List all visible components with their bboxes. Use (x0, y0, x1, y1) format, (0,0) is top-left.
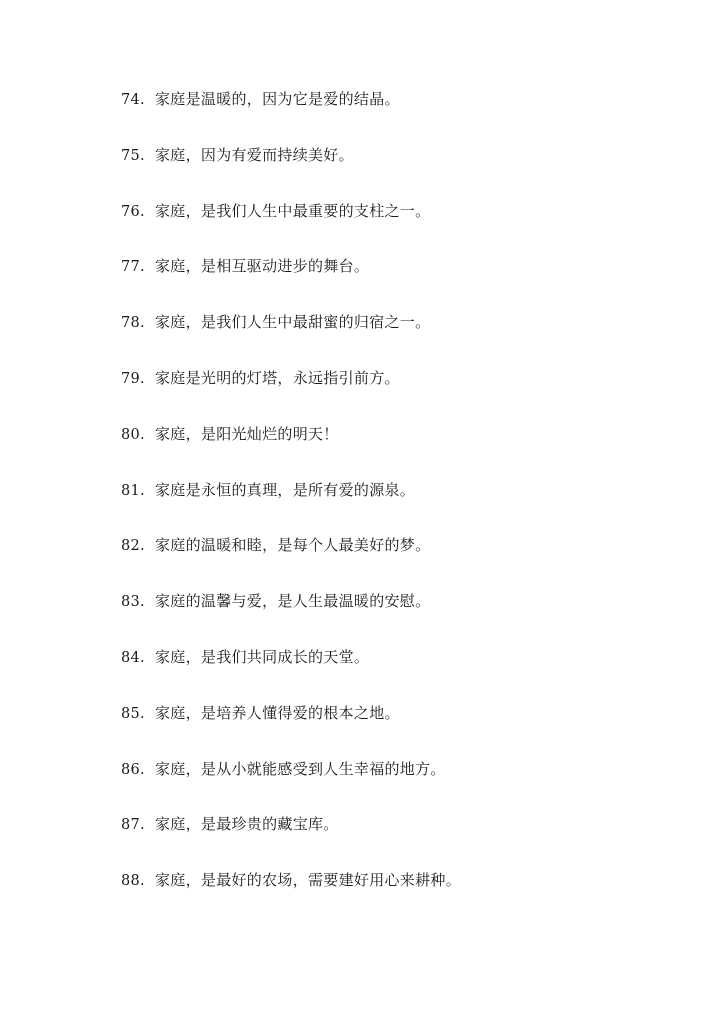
list-item (121, 811, 461, 867)
list-item (121, 477, 461, 533)
list-item (121, 421, 461, 477)
item-number: 88. (121, 873, 145, 890)
item-text: 家庭，是最好的农场，需要建好用心来耕种。 (155, 871, 462, 890)
item-text: 家庭的温暖和睦，是每个人最美好的梦。 (155, 536, 431, 555)
item-text: 家庭是温暖的，因为它是爱的结晶。 (155, 90, 400, 108)
list-item (121, 253, 461, 309)
item-number: 74. (121, 92, 145, 108)
item-number: 86. (121, 761, 145, 778)
list-item (121, 309, 461, 365)
item-text: 家庭，是相互驱动进步的舞台。 (155, 257, 370, 276)
item-number: 80. (121, 426, 145, 443)
item-text: 家庭，是我们人生中最重要的支柱之一。 (155, 201, 431, 220)
item-text: 家庭，是从小就能感受到人生幸福的地方。 (155, 759, 446, 778)
item-text: 家庭是永恒的真理，是所有爱的源泉。 (155, 480, 416, 499)
item-text: 家庭是光明的灯塔，永远指引前方。 (155, 368, 400, 387)
list-item (121, 142, 461, 198)
item-number: 78. (121, 315, 145, 332)
item-number: 76. (121, 203, 145, 220)
list-item (121, 756, 461, 812)
item-number: 82. (121, 538, 145, 555)
item-text: 家庭，是我们共同成长的天堂。 (155, 647, 370, 666)
list-item (121, 588, 461, 644)
item-number: 77. (121, 259, 145, 276)
item-number: 81. (121, 482, 145, 499)
item-number: 83. (121, 594, 145, 611)
numbered-list (121, 86, 461, 923)
list-item (121, 700, 461, 756)
list-item (121, 86, 461, 142)
item-number: 79. (121, 370, 145, 387)
list-item (121, 644, 461, 700)
list-item (121, 198, 461, 254)
item-text: 家庭，因为有爱而持续美好。 (155, 145, 354, 164)
item-number: 87. (121, 817, 145, 834)
list-item (121, 532, 461, 588)
item-number: 85. (121, 705, 145, 722)
item-text: 家庭，是最珍贵的藏宝库。 (155, 815, 339, 834)
item-text: 家庭，是我们人生中最甜蜜的归宿之一。 (155, 313, 431, 332)
item-text: 家庭，是培养人懂得爱的根本之地。 (155, 703, 400, 722)
list-item (121, 867, 461, 923)
item-text: 家庭的温馨与爱，是人生最温暖的安慰。 (155, 592, 431, 611)
item-text: 家庭，是阳光灿烂的明天！ (155, 424, 339, 443)
item-number: 84. (121, 649, 145, 666)
item-number: 75. (121, 147, 145, 164)
list-item (121, 365, 461, 421)
